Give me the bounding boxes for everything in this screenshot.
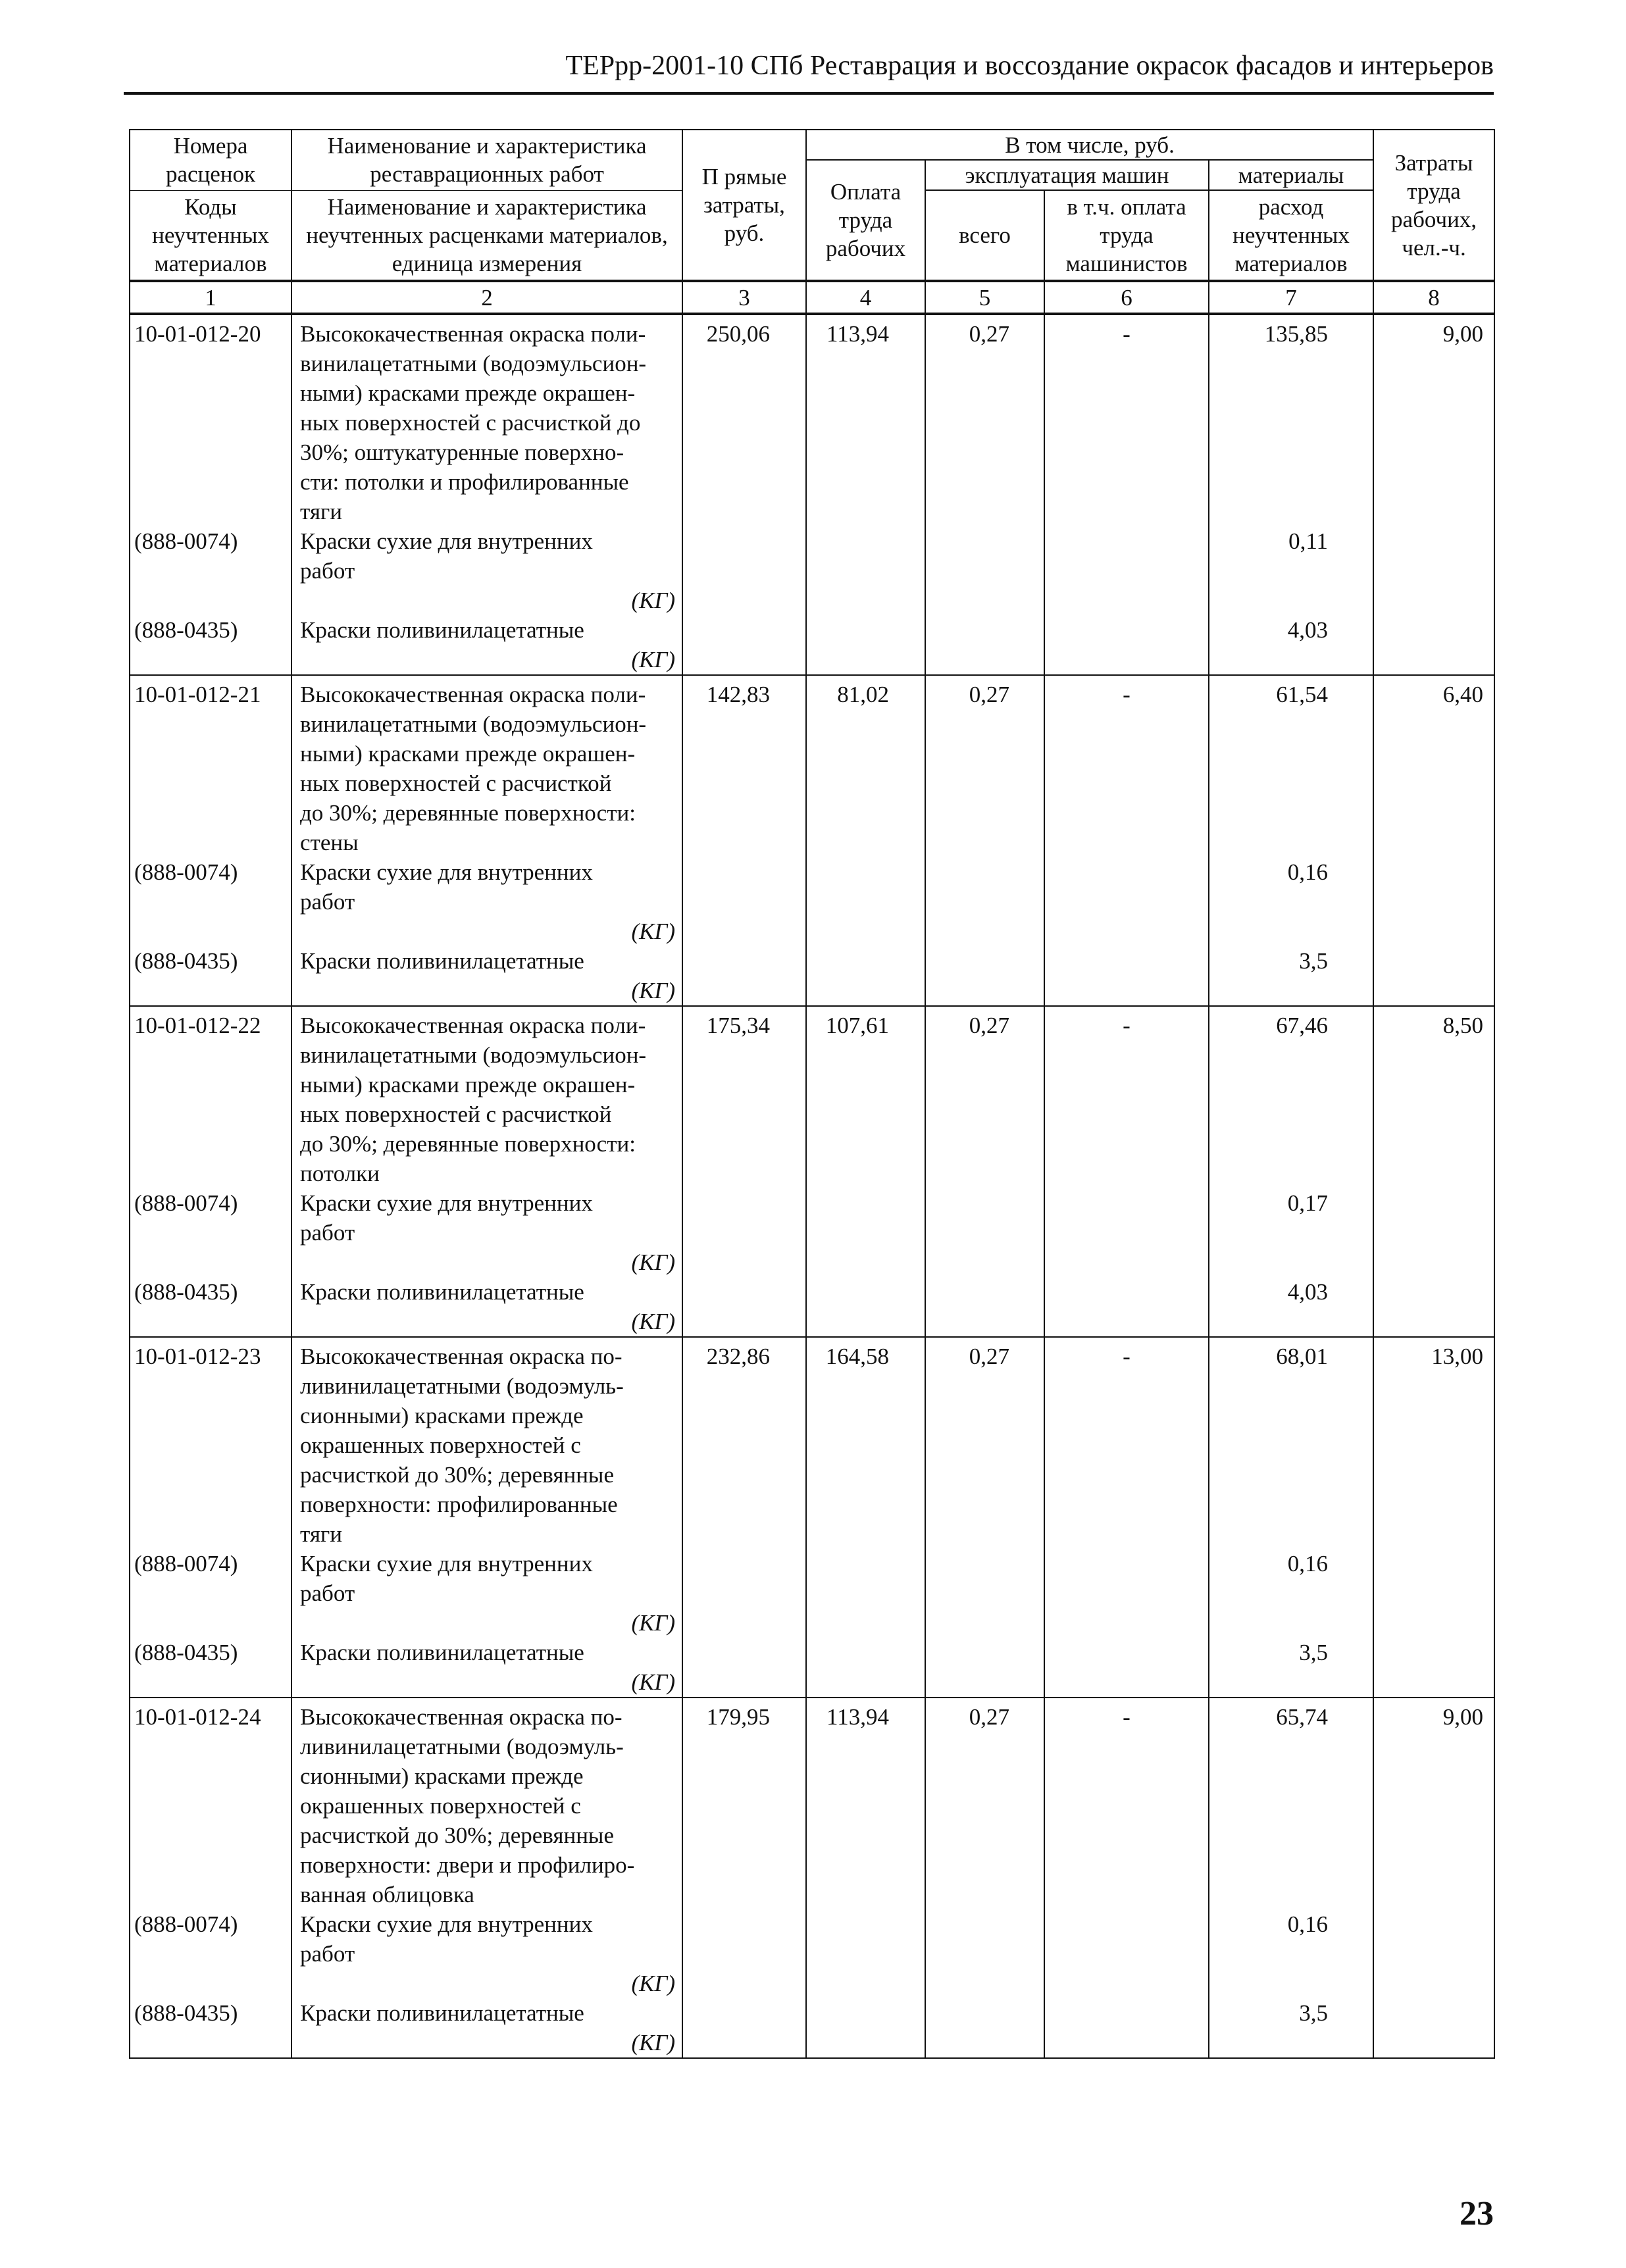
material-unit: (КГ) bbox=[631, 1309, 675, 1334]
rate-description-line: Высококачественная окраска по- bbox=[300, 1344, 622, 1369]
material-code-cell bbox=[130, 1909, 292, 1998]
rate-description-line: Высококачественная окраска поли- bbox=[300, 1013, 646, 1038]
empty-cell bbox=[682, 1638, 806, 1698]
machinists-pay: - bbox=[1044, 314, 1209, 526]
empty-cell bbox=[1044, 1549, 1209, 1638]
machinists-pay: - bbox=[1044, 1337, 1209, 1549]
materials-cost: 65,74 bbox=[1209, 1698, 1373, 1909]
rate-description-line: стены bbox=[300, 830, 359, 855]
material-code-cell bbox=[130, 615, 292, 675]
material-name-line: Краски сухие для внутренних bbox=[300, 1911, 593, 1937]
labor-hours: 9,00 bbox=[1373, 314, 1494, 526]
empty-cell bbox=[1373, 1549, 1494, 1638]
material-code: (888-0435) bbox=[134, 2000, 238, 2026]
material-row bbox=[130, 1638, 1494, 1698]
column-numbers-row bbox=[130, 281, 1494, 314]
empty-cell bbox=[682, 1277, 806, 1337]
material-code-cell bbox=[130, 857, 292, 946]
material-code: (888-0074) bbox=[134, 528, 238, 554]
column-number: 2 bbox=[292, 281, 682, 314]
direct-costs: 179,95 bbox=[682, 1698, 806, 1909]
material-name-line: Краски поливинилацетатные bbox=[300, 617, 584, 643]
material-name-line: Краски поливинилацетатные bbox=[300, 2000, 584, 2026]
rate-description bbox=[292, 319, 682, 526]
labor-pay: 107,61 bbox=[806, 1006, 925, 1188]
header-rule bbox=[124, 92, 1494, 95]
material-unit: (КГ) bbox=[631, 1610, 675, 1636]
material-code: (888-0435) bbox=[134, 1640, 238, 1665]
head-col1-bottom: Коды неучтенных материалов bbox=[130, 190, 292, 281]
head-machines: эксплуатация машин bbox=[925, 160, 1209, 190]
material-name bbox=[292, 1638, 682, 1667]
material-name-line: Краски сухие для внутренних bbox=[300, 859, 593, 885]
empty-cell bbox=[1373, 526, 1494, 615]
empty-cell bbox=[1044, 857, 1209, 946]
materials-cost: 67,46 bbox=[1209, 1006, 1373, 1188]
material-row bbox=[130, 946, 1494, 1006]
machines-total: 0,27 bbox=[925, 314, 1044, 526]
empty-cell bbox=[682, 1188, 806, 1277]
rate-description-cell bbox=[292, 675, 682, 857]
material-unit: (КГ) bbox=[631, 2030, 675, 2055]
material-name-cell bbox=[292, 946, 682, 1006]
page-number: 23 bbox=[1460, 2195, 1494, 2232]
material-name bbox=[292, 1188, 682, 1247]
rate-description-line: расчисткой до 30%; деревянные bbox=[300, 1823, 614, 1848]
rate-row bbox=[130, 1698, 1494, 1909]
rate-description-cell bbox=[292, 1006, 682, 1188]
empty-cell bbox=[925, 1277, 1044, 1337]
rate-description-line: окрашенных поверхностей с bbox=[300, 1432, 581, 1458]
machines-total: 0,27 bbox=[925, 1006, 1044, 1188]
material-name-line: Краски сухие для внутренних bbox=[300, 1551, 593, 1576]
material-amount: 0,16 bbox=[1209, 1909, 1373, 1998]
rate-description-line: тяги bbox=[300, 499, 343, 524]
labor-hours: 13,00 bbox=[1373, 1337, 1494, 1549]
empty-cell bbox=[806, 1998, 925, 2058]
empty-cell bbox=[806, 1909, 925, 1998]
empty-cell bbox=[1044, 946, 1209, 1006]
material-row bbox=[130, 526, 1494, 615]
material-amount: 3,5 bbox=[1209, 1638, 1373, 1698]
rate-description-line: винилацетатными (водоэмульсион- bbox=[300, 351, 647, 376]
material-name-cell bbox=[292, 857, 682, 946]
material-code-cell bbox=[130, 1638, 292, 1698]
head-col6: в т.ч. оплата труда машинистов bbox=[1044, 190, 1209, 281]
page-header-title: ТЕРрр-2001-10 СПб Реставрация и воссоздание окрасок фасадов и интерьеров bbox=[565, 51, 1494, 81]
material-row bbox=[130, 857, 1494, 946]
column-number: 5 bbox=[925, 281, 1044, 314]
material-name bbox=[292, 1909, 682, 1969]
machinists-pay: - bbox=[1044, 1698, 1209, 1909]
material-name-cell bbox=[292, 1549, 682, 1638]
rate-description-line: ных поверхностей с расчисткой bbox=[300, 1101, 612, 1127]
material-name bbox=[292, 526, 682, 586]
material-name-line: работ bbox=[300, 1220, 355, 1246]
rate-description bbox=[292, 1702, 682, 1909]
rate-description-line: сти: потолки и профилированные bbox=[300, 469, 629, 495]
empty-cell bbox=[925, 526, 1044, 615]
rate-description-line: ливинилацетатными (водоэмуль- bbox=[300, 1373, 624, 1399]
empty-cell bbox=[682, 857, 806, 946]
column-number: 1 bbox=[130, 281, 292, 314]
material-name bbox=[292, 1277, 682, 1307]
empty-cell bbox=[1044, 1998, 1209, 2058]
head-in-total: В том числе, руб. bbox=[806, 130, 1373, 160]
rate-code: 10-01-012-24 bbox=[134, 1704, 261, 1730]
material-name-line: работ bbox=[300, 1580, 355, 1606]
rate-description-cell bbox=[292, 1337, 682, 1549]
material-name bbox=[292, 1549, 682, 1608]
material-code-cell bbox=[130, 1277, 292, 1337]
rates-table bbox=[129, 129, 1495, 2059]
rate-description-line: сионными) красками прежде bbox=[300, 1403, 584, 1428]
empty-cell bbox=[1373, 1277, 1494, 1337]
rate-code-cell bbox=[130, 1698, 292, 1909]
material-amount: 3,5 bbox=[1209, 1998, 1373, 2058]
material-row bbox=[130, 1549, 1494, 1638]
direct-costs: 175,34 bbox=[682, 1006, 806, 1188]
head-col3: П рямые затраты, руб. bbox=[682, 130, 806, 281]
material-name-line: Краски сухие для внутренних bbox=[300, 1190, 593, 1216]
column-number: 3 bbox=[682, 281, 806, 314]
material-name bbox=[292, 1998, 682, 2028]
material-row bbox=[130, 1998, 1494, 2058]
empty-cell bbox=[925, 1549, 1044, 1638]
rate-description-line: ванная облицовка bbox=[300, 1882, 474, 1907]
empty-cell bbox=[806, 1638, 925, 1698]
head-col5: всего bbox=[925, 190, 1044, 281]
empty-cell bbox=[925, 615, 1044, 675]
column-number: 6 bbox=[1044, 281, 1209, 314]
empty-cell bbox=[1373, 857, 1494, 946]
material-name-line: работ bbox=[300, 889, 355, 915]
material-unit: (КГ) bbox=[631, 1249, 675, 1275]
material-name-cell bbox=[292, 526, 682, 615]
material-name-line: работ bbox=[300, 1941, 355, 1967]
rate-description-line: расчисткой до 30%; деревянные bbox=[300, 1462, 614, 1488]
empty-cell bbox=[1373, 946, 1494, 1006]
rate-description-line: винилацетатными (водоэмульсион- bbox=[300, 1042, 647, 1068]
rate-description bbox=[292, 680, 682, 857]
empty-cell bbox=[806, 857, 925, 946]
material-code: (888-0435) bbox=[134, 617, 238, 643]
empty-cell bbox=[1044, 526, 1209, 615]
material-amount: 4,03 bbox=[1209, 1277, 1373, 1337]
empty-cell bbox=[925, 1638, 1044, 1698]
rate-code: 10-01-012-22 bbox=[134, 1013, 261, 1038]
labor-pay: 164,58 bbox=[806, 1337, 925, 1549]
head-col2-bottom: Наименование и характеристика неучтенных расценками материалов, единица измерения bbox=[292, 190, 682, 281]
empty-cell bbox=[925, 946, 1044, 1006]
material-row bbox=[130, 1188, 1494, 1277]
material-amount: 0,16 bbox=[1209, 1549, 1373, 1638]
material-amount: 0,16 bbox=[1209, 857, 1373, 946]
empty-cell bbox=[925, 1909, 1044, 1998]
head-col8: Затраты труда рабочих, чел.-ч. bbox=[1373, 130, 1494, 281]
material-row bbox=[130, 1277, 1494, 1337]
head-col7: расход неучтенных материалов bbox=[1209, 190, 1373, 281]
material-row bbox=[130, 1909, 1494, 1998]
column-number: 8 bbox=[1373, 281, 1494, 314]
rate-row bbox=[130, 1006, 1494, 1188]
rate-description-line: до 30%; деревянные поверхности: bbox=[300, 800, 636, 826]
rate-description-line: ных поверхностей с расчисткой bbox=[300, 770, 612, 796]
material-name-cell bbox=[292, 1998, 682, 2058]
material-code: (888-0435) bbox=[134, 1279, 238, 1305]
rate-row bbox=[130, 314, 1494, 526]
material-name-cell bbox=[292, 1638, 682, 1698]
material-unit: (КГ) bbox=[631, 1971, 675, 1996]
material-name-cell bbox=[292, 1909, 682, 1998]
material-code-cell bbox=[130, 946, 292, 1006]
material-code: (888-0074) bbox=[134, 1911, 238, 1937]
material-amount: 0,17 bbox=[1209, 1188, 1373, 1277]
machinists-pay: - bbox=[1044, 1006, 1209, 1188]
empty-cell bbox=[682, 615, 806, 675]
labor-pay: 113,94 bbox=[806, 314, 925, 526]
rate-description-line: потолки bbox=[300, 1161, 380, 1186]
rate-description-line: Высококачественная окраска поли- bbox=[300, 682, 646, 707]
empty-cell bbox=[1373, 1638, 1494, 1698]
materials-cost: 135,85 bbox=[1209, 314, 1373, 526]
direct-costs: 232,86 bbox=[682, 1337, 806, 1549]
material-amount: 3,5 bbox=[1209, 946, 1373, 1006]
empty-cell bbox=[1044, 1638, 1209, 1698]
material-amount: 0,11 bbox=[1209, 526, 1373, 615]
material-code: (888-0435) bbox=[134, 948, 238, 974]
rate-row bbox=[130, 1337, 1494, 1549]
empty-cell bbox=[1044, 1277, 1209, 1337]
rate-code-cell bbox=[130, 675, 292, 857]
column-number: 7 bbox=[1209, 281, 1373, 314]
empty-cell bbox=[1044, 1909, 1209, 1998]
material-code: (888-0074) bbox=[134, 859, 238, 885]
empty-cell bbox=[806, 946, 925, 1006]
empty-cell bbox=[1044, 615, 1209, 675]
material-name-line: Краски сухие для внутренних bbox=[300, 528, 593, 554]
empty-cell bbox=[682, 1549, 806, 1638]
head-materials: материалы bbox=[1209, 160, 1373, 190]
rate-description-line: ными) красками прежде окрашен- bbox=[300, 741, 636, 767]
rate-description-line: сионными) красками прежде bbox=[300, 1763, 584, 1789]
empty-cell bbox=[806, 1549, 925, 1638]
machines-total: 0,27 bbox=[925, 1698, 1044, 1909]
material-row bbox=[130, 615, 1494, 675]
table-head bbox=[130, 130, 1494, 314]
empty-cell bbox=[806, 615, 925, 675]
machines-total: 0,27 bbox=[925, 1337, 1044, 1549]
labor-hours: 9,00 bbox=[1373, 1698, 1494, 1909]
material-name bbox=[292, 946, 682, 976]
rate-description-line: 30%; оштукатуренные поверхно- bbox=[300, 440, 624, 465]
empty-cell bbox=[1373, 1998, 1494, 2058]
rate-code: 10-01-012-21 bbox=[134, 682, 261, 707]
empty-cell bbox=[806, 1277, 925, 1337]
empty-cell bbox=[682, 1998, 806, 2058]
labor-hours: 8,50 bbox=[1373, 1006, 1494, 1188]
column-number: 4 bbox=[806, 281, 925, 314]
table-body bbox=[130, 314, 1494, 2058]
material-unit: (КГ) bbox=[631, 588, 675, 613]
material-name-line: Краски поливинилацетатные bbox=[300, 1279, 584, 1305]
rate-description-line: ными) красками прежде окрашен- bbox=[300, 1072, 636, 1097]
materials-cost: 68,01 bbox=[1209, 1337, 1373, 1549]
material-code-cell bbox=[130, 1188, 292, 1277]
empty-cell bbox=[682, 526, 806, 615]
empty-cell bbox=[1373, 1909, 1494, 1998]
rate-row bbox=[130, 675, 1494, 857]
rate-description-line: до 30%; деревянные поверхности: bbox=[300, 1131, 636, 1157]
rate-description-line: винилацетатными (водоэмульсион- bbox=[300, 711, 647, 737]
material-name-line: Краски поливинилацетатные bbox=[300, 948, 584, 974]
direct-costs: 142,83 bbox=[682, 675, 806, 857]
empty-cell bbox=[925, 1998, 1044, 2058]
rate-description-line: поверхности: двери и профилиро- bbox=[300, 1852, 635, 1878]
rate-description-line: тяги bbox=[300, 1521, 343, 1547]
empty-cell bbox=[1373, 1188, 1494, 1277]
material-amount: 4,03 bbox=[1209, 615, 1373, 675]
material-name-cell bbox=[292, 615, 682, 675]
material-code-cell bbox=[130, 1549, 292, 1638]
rate-code-cell bbox=[130, 314, 292, 526]
material-name-line: работ bbox=[300, 558, 355, 584]
direct-costs: 250,06 bbox=[682, 314, 806, 526]
rate-description bbox=[292, 1342, 682, 1549]
labor-pay: 81,02 bbox=[806, 675, 925, 857]
material-name bbox=[292, 857, 682, 917]
rate-code: 10-01-012-20 bbox=[134, 321, 261, 347]
material-code-cell bbox=[130, 526, 292, 615]
empty-cell bbox=[1044, 1188, 1209, 1277]
empty-cell bbox=[925, 1188, 1044, 1277]
material-unit: (КГ) bbox=[631, 647, 675, 672]
rate-description bbox=[292, 1011, 682, 1188]
material-name-line: Краски поливинилацетатные bbox=[300, 1640, 584, 1665]
material-code: (888-0074) bbox=[134, 1190, 238, 1216]
empty-cell bbox=[925, 857, 1044, 946]
head-col4: Оплата труда рабочих bbox=[806, 160, 925, 281]
rate-description-line: поверхности: профилированные bbox=[300, 1492, 618, 1517]
rate-description-cell bbox=[292, 314, 682, 526]
rate-description-line: Высококачественная окраска по- bbox=[300, 1704, 622, 1730]
material-name bbox=[292, 615, 682, 645]
empty-cell bbox=[1373, 615, 1494, 675]
labor-hours: 6,40 bbox=[1373, 675, 1494, 857]
material-unit: (КГ) bbox=[631, 978, 675, 1003]
machinists-pay: - bbox=[1044, 675, 1209, 857]
materials-cost: 61,54 bbox=[1209, 675, 1373, 857]
labor-pay: 113,94 bbox=[806, 1698, 925, 1909]
material-code-cell bbox=[130, 1998, 292, 2058]
rate-code-cell bbox=[130, 1006, 292, 1188]
rate-description-line: Высококачественная окраска поли- bbox=[300, 321, 646, 347]
rate-description-line: ных поверхностей с расчисткой до bbox=[300, 410, 641, 436]
material-name-cell bbox=[292, 1277, 682, 1337]
rate-description-line: окрашенных поверхностей с bbox=[300, 1793, 581, 1819]
rate-code-cell bbox=[130, 1337, 292, 1549]
empty-cell bbox=[806, 526, 925, 615]
head-col1-top: Номера расценок bbox=[130, 130, 292, 190]
rate-description-cell bbox=[292, 1698, 682, 1909]
empty-cell bbox=[682, 1909, 806, 1998]
empty-cell bbox=[806, 1188, 925, 1277]
material-unit: (КГ) bbox=[631, 919, 675, 944]
rate-code: 10-01-012-23 bbox=[134, 1344, 261, 1369]
head-col2-top: Наименование и характеристика реставрационных работ bbox=[292, 130, 682, 190]
rate-description-line: ливинилацетатными (водоэмуль- bbox=[300, 1734, 624, 1759]
machines-total: 0,27 bbox=[925, 675, 1044, 857]
material-unit: (КГ) bbox=[631, 1669, 675, 1695]
material-code: (888-0074) bbox=[134, 1551, 238, 1576]
empty-cell bbox=[682, 946, 806, 1006]
material-name-cell bbox=[292, 1188, 682, 1277]
rate-description-line: ными) красками прежде окрашен- bbox=[300, 380, 636, 406]
